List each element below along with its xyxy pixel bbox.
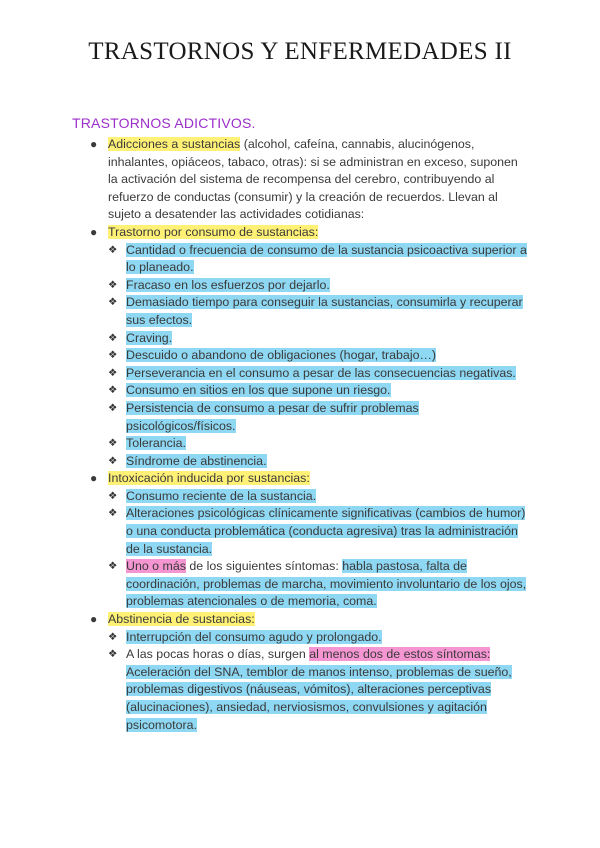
diamond-bullet-icon: ❖ [108, 331, 118, 344]
list-item [90, 611, 530, 629]
diamond-bullet-icon: ❖ [108, 296, 118, 309]
sub-item-text: Cantidad o frecuencia de consumo de la sustancia psicoactiva superior a lo planeado. [126, 242, 527, 275]
item-heading: Trastorno por consumo de sustancias: [108, 224, 319, 239]
sub-item-text: Alteraciones psicológicas clínicamente significativas (cambios de humor) o una conducta problemática (conducta agresiva) tras la administración de la sustancia. [126, 506, 526, 556]
sub-list-item [90, 505, 530, 558]
sub-item-text: Craving. [126, 330, 173, 345]
sub-item-text: Fracaso en los esfuerzos por dejarlo. [126, 277, 330, 292]
diamond-bullet-icon: ❖ [108, 278, 118, 291]
bullet-dot-icon: ● [90, 471, 98, 486]
page-title: TRASTORNOS Y ENFERMEDADES II [88, 38, 512, 65]
sub-item-text: Perseverancia en el consumo a pesar de las consecuencias negativas. [126, 365, 516, 380]
diamond-bullet-icon: ❖ [108, 454, 118, 467]
item-heading: Intoxicación inducida por sustancias: [108, 471, 310, 486]
sub-item-text: Síndrome de abstinencia. [126, 453, 267, 468]
highlight-yellow: Adicciones a sustancias [108, 137, 241, 151]
sub-list-item [90, 330, 530, 348]
sub-list-item [90, 294, 530, 329]
diamond-bullet-icon: ❖ [108, 243, 118, 256]
sub-item-text: Persistencia de consumo a pesar de sufrir problemas psicológicos/físicos. [126, 400, 419, 433]
bullet-dot-icon: ● [90, 137, 98, 151]
section-heading: TRASTORNOS ADICTIVOS. [72, 115, 256, 131]
sub-list-item [90, 488, 530, 506]
diamond-bullet-icon: ❖ [108, 489, 118, 502]
highlight-blue: Aceleración del SNA, temblor de manos intenso, problemas de sueño, problemas digestivos (náuseas, vómitos), alteraciones perceptivas (alucinaciones), ansiedad, nerviosismos, convulsiones y agitación psicomotora. [126, 664, 512, 732]
diamond-bullet-icon: ❖ [108, 648, 118, 661]
highlight-pink: al menos dos de estos síntomas: [309, 647, 491, 662]
sub-list-item [90, 277, 530, 295]
sub-list-item [90, 242, 530, 277]
item-text: (alcohol, cafeína, cannabis, alucinógenos, inhalantes, opiáceos, tabaco, otras): si se administran en exceso, suponen la activación del sistema de recompensa del cerebro, contribuyendo al refuerzo de conductas (consumir) y la creación de recuerdos. Llevan al sujeto a desatender las actividades cotidianas: [108, 137, 518, 222]
diamond-bullet-icon: ❖ [108, 401, 118, 414]
sub-item-text: Descuido o abandono de obligaciones (hogar, trabajo…) [126, 348, 436, 363]
sub-item-text: Consumo reciente de la sustancia. [126, 488, 317, 503]
sub-list-item [90, 435, 530, 453]
bullet-dot-icon: ● [90, 224, 98, 239]
diamond-bullet-icon: ❖ [108, 366, 118, 379]
content-list [90, 136, 530, 734]
sub-item-text: Interrupción del consumo agudo y prolongado. [126, 629, 382, 644]
diamond-bullet-icon: ❖ [108, 560, 118, 573]
diamond-bullet-icon: ❖ [108, 437, 118, 450]
sub-list-item [90, 365, 530, 383]
sub-item-text: Tolerancia. [126, 436, 186, 451]
highlight-pink: Uno o más [126, 559, 186, 574]
list-item [90, 470, 530, 488]
sub-list-item [90, 453, 530, 471]
sub-item-text: de los siguientes síntomas: [185, 559, 343, 574]
item-heading: Abstinencia de sustancias: [108, 612, 255, 627]
diamond-bullet-icon: ❖ [108, 349, 118, 362]
diamond-bullet-icon: ❖ [108, 630, 118, 643]
highlight-blue: habla pastosa, falta de coordinación, problemas de marcha, movimiento involuntario de los ojos, problemas atencionales o de memoria, coma. [126, 559, 527, 609]
bullet-dot-icon: ● [90, 612, 98, 627]
diamond-bullet-icon: ❖ [108, 384, 118, 397]
list-item [90, 136, 530, 224]
sub-list-item [90, 629, 530, 647]
list-item [90, 224, 530, 242]
sub-item-text: Consumo en sitios en los que supone un riesgo. [126, 383, 391, 398]
sub-item-text: A las pocas horas o días, surgen [126, 647, 310, 662]
diamond-bullet-icon: ❖ [108, 507, 118, 520]
sub-list-item [90, 382, 530, 400]
sub-list-item [90, 646, 530, 734]
sub-list-item [90, 558, 530, 611]
sub-list-item [90, 400, 530, 435]
sub-list-item [90, 347, 530, 365]
sub-item-text: Demasiado tiempo para conseguir la sustancias, consumirla y recuperar sus efectos. [126, 295, 523, 327]
